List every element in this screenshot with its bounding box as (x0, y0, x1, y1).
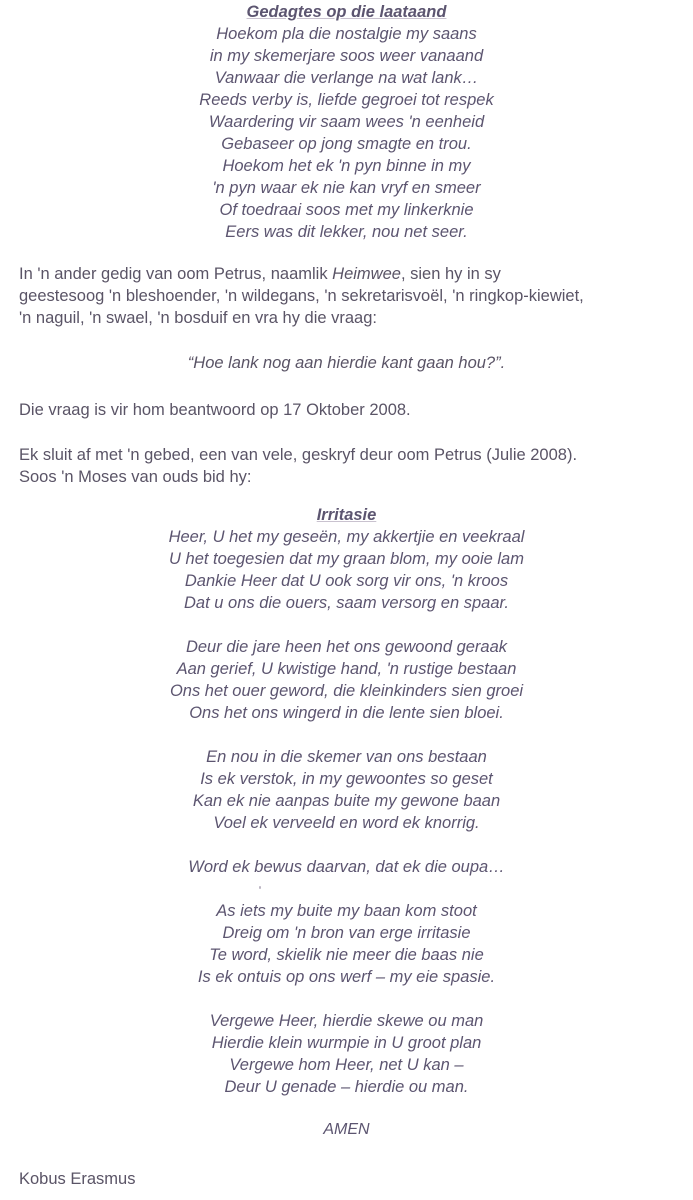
poem-line: Ons het ons wingerd in die lente sien bloei. (189, 704, 504, 722)
prayer-closing: AMEN (323, 1121, 370, 1138)
paragraph-line: geestesoog 'n bleshoender, 'n wildegans, 'n sekretarisvoël, 'n ringkop-kiewiet, (19, 287, 584, 305)
poem-line: Reeds verby is, liefde gegroei tot respek (199, 91, 494, 109)
poem-line: Vergewe Heer, hierdie skewe ou man (209, 1012, 484, 1030)
poem-line: Dankie Heer dat U ook sorg vir ons, 'n kroos (184, 572, 509, 590)
poem-line: Word ek bewus daarvan, dat ek die oupa… (188, 858, 505, 876)
paragraph-line: 'n naguil, 'n swael, 'n bosduif en vra hy die vraag: (19, 309, 377, 327)
poem-line: Deur U genade – hierdie ou man. (224, 1078, 469, 1096)
poem-line: Is ek ontuis op ons werf – my eie spasie. (197, 968, 496, 986)
poem-title: Gedagtes op die laataand (246, 3, 447, 21)
poem-line: Hoekom het ek 'n pyn binne in my (222, 157, 471, 175)
text-run: , sien hy in sy (400, 265, 501, 283)
poem-line: U het toegesien dat my graan blom, my ooie lam (169, 550, 524, 568)
poem-line: Is ek verstok, in my gewoontes so geset (200, 770, 493, 788)
paragraph-answered: Die vraag is vir hom beantwoord op 17 Oktober 2008. (19, 401, 411, 419)
poem-line: Kan ek nie aanpas buite my gewone baan (192, 792, 501, 810)
poem-line: Eers was dit lekker, nou net seer. (225, 223, 468, 241)
poem-gedagtes (0, 1, 693, 243)
paragraph-line: Ek sluit af met 'n gebed, een van vele, geskryf deur oom Petrus (Julie 2008). (19, 446, 578, 464)
poem-line: Gebaseer op jong smagte en trou. (221, 135, 472, 153)
poem-line: Ons het ouer geword, die kleinkinders sien groei (169, 682, 524, 700)
poem-line: En nou in die skemer van ons bestaan (206, 748, 487, 766)
stanza (0, 636, 693, 724)
quote: “Hoe lank nog aan hierdie kant gaan hou?”. (187, 354, 506, 372)
stanza (0, 526, 693, 614)
poem-reference: Heimwee (332, 265, 401, 283)
poem-line: Te word, skielik nie meer die baas nie (209, 946, 484, 964)
poem-line: in my skemerjare soos weer vanaand (209, 47, 484, 65)
poem-line: Heer, U het my geseën, my akkertjie en veekraal (168, 528, 525, 546)
scan-speck (259, 886, 261, 889)
paragraph-line (19, 263, 584, 285)
poem-line: 'n pyn waar ek nie kan vryf en smeer (212, 179, 481, 197)
poem-irritasie (0, 504, 693, 1098)
poem-line: Vergewe hom Heer, net U kan – (229, 1056, 464, 1074)
poem-line: Vanwaar die verlange na wat lank… (214, 69, 479, 87)
stanza (0, 900, 693, 988)
stanza (0, 1010, 693, 1098)
paragraph-prayer-intro (19, 444, 577, 488)
stanza (0, 746, 693, 834)
text-run: In 'n ander gedig van oom Petrus, naamlik (19, 265, 333, 283)
poem-line: Waardering vir saam wees 'n eenheid (208, 113, 485, 131)
poem-line: Of toedraai soos met my linkerknie (219, 201, 474, 219)
poem-line: As iets my buite my baan kom stoot (216, 902, 477, 920)
poem-title: Irritasie (316, 506, 377, 524)
paragraph-heimwee (19, 263, 584, 329)
paragraph-line: Soos 'n Moses van ouds bid hy: (19, 468, 252, 486)
poem-line: Dreig om 'n bron van erge irritasie (222, 924, 471, 942)
poem-line: Dat u ons die ouers, saam versorg en spaar. (184, 594, 509, 612)
author-signature: Kobus Erasmus (19, 1170, 136, 1188)
poem-line: Hierdie klein wurmpie in U groot plan (211, 1034, 482, 1052)
stanza (0, 856, 693, 878)
poem-line: Voel ek verveeld en word ek knorrig. (213, 814, 480, 832)
poem-line: Aan gerief, U kwistige hand, 'n rustige bestaan (176, 660, 517, 678)
poem-line: Hoekom pla die nostalgie my saans (216, 25, 477, 43)
poem-line: Deur die jare heen het ons gewoond geraak (185, 638, 508, 656)
